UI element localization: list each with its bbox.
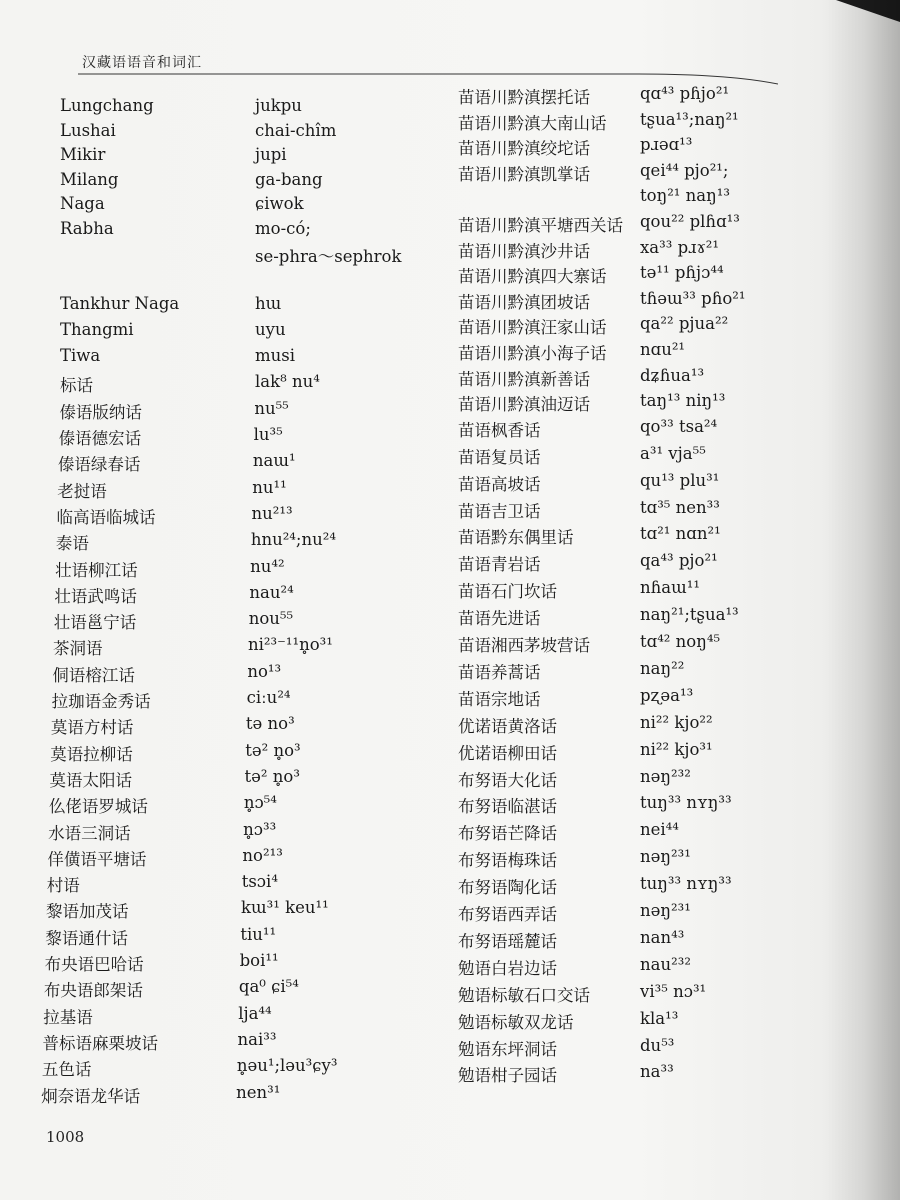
- word-form: naɯ¹: [252, 451, 296, 471]
- word-form: ga-bang: [255, 169, 323, 189]
- language-name: 炯奈语龙华话: [41, 1086, 141, 1106]
- word-form: nu²¹³: [251, 503, 293, 523]
- word-form: qou²² plɦɑ¹³: [640, 212, 740, 231]
- word-form: nau²³²: [640, 954, 691, 974]
- word-form: pʐəa¹³: [640, 685, 694, 705]
- word-form: tiu¹¹: [240, 924, 277, 944]
- word-form: nen³¹: [236, 1082, 281, 1102]
- word-form: naŋ²¹;tʂua¹³: [640, 605, 739, 625]
- language-name: 壮语武鸣话: [54, 586, 137, 606]
- language-name: 苗语川黔滇四大寨话: [458, 267, 607, 287]
- language-name: Tankhur Naga: [60, 293, 180, 313]
- language-name: 五色话: [41, 1060, 92, 1080]
- language-name: 布央语郎架话: [43, 981, 143, 1001]
- word-form: tə² n̥o³: [245, 740, 301, 760]
- language-name: 布努语瑶麓话: [458, 931, 557, 951]
- language-name: 苗语川黔滇汪家山话: [458, 318, 607, 338]
- word-form: nəŋ²³²: [640, 766, 691, 786]
- language-name: 临高语临城话: [56, 507, 156, 527]
- language-name: 布努语梅珠话: [458, 851, 557, 871]
- spine-shadow: [820, 0, 900, 1200]
- word-form: qa⁴³ pjo²¹: [640, 551, 718, 571]
- language-name: 优诺语黄洛话: [458, 716, 557, 736]
- language-name: 傣语版纳话: [59, 402, 142, 422]
- word-form: jukpu: [255, 96, 302, 115]
- word-form: na³³: [640, 1062, 674, 1082]
- language-name: 标话: [60, 376, 93, 396]
- language-name: 黎语通什话: [45, 928, 128, 948]
- language-name: Lushai: [60, 120, 116, 140]
- word-form: tuŋ³³ nʏŋ³³: [640, 793, 732, 813]
- running-head: 汉藏语语音和词汇: [82, 55, 202, 71]
- word-form: tə no³: [245, 714, 295, 734]
- language-name: 傣语绿春话: [57, 455, 141, 475]
- word-form: jupi: [255, 145, 287, 164]
- language-name: 勉语标敏石口交话: [458, 985, 590, 1005]
- language-name: Thangmi: [60, 319, 134, 339]
- language-name: 茶洞语: [53, 639, 103, 659]
- language-name: 苗语青岩话: [458, 555, 541, 575]
- word-form: du⁵³: [640, 1035, 675, 1055]
- word-form: a³¹ vja⁵⁵: [640, 443, 706, 463]
- language-name: 布努语大化话: [458, 770, 557, 790]
- language-name: 苗语川黔滇新善话: [458, 369, 590, 389]
- language-name: 勉语东坪洞话: [458, 1039, 557, 1059]
- word-form: boi¹¹: [239, 951, 279, 970]
- language-name: 苗语高坡话: [458, 474, 541, 494]
- language-name: 优诺语柳田话: [458, 743, 557, 763]
- word-form: toŋ²¹ naŋ¹³: [640, 186, 730, 206]
- word-form: ni²² kjo³¹: [640, 739, 713, 759]
- language-name: 苗语湘西茅坡营话: [458, 636, 590, 655]
- word-form: qa²² pjua²²: [640, 314, 729, 334]
- word-form: naŋ²²: [640, 658, 685, 678]
- word-form: no¹³: [247, 661, 282, 681]
- language-name: 苗语复员话: [458, 447, 541, 467]
- word-form: qɑ⁴³ pɦjo²¹: [640, 84, 730, 103]
- language-name: 苗语宗地话: [458, 689, 541, 709]
- language-name: 苗语川黔滇平塘西关话: [458, 216, 623, 235]
- word-form: qo³³ tsa²⁴: [640, 416, 718, 436]
- word-form: nou⁵⁵: [248, 609, 294, 629]
- word-form: hnu²⁴;nu²⁴: [250, 530, 336, 550]
- word-form: vi³⁵ nɔ³¹: [640, 981, 707, 1001]
- word-form: tɦəɯ³³ pɦo²¹: [640, 288, 746, 308]
- word-form: nɑu²¹: [640, 340, 686, 359]
- language-name: 普标语麻栗坡话: [42, 1033, 158, 1053]
- word-form: kla¹³: [640, 1008, 679, 1028]
- word-form: tʂua¹³;naŋ²¹: [640, 109, 739, 129]
- word-form: n̥əu¹;ləu³ɕy³: [236, 1056, 338, 1076]
- language-name: 勉语白岩边话: [458, 958, 557, 978]
- language-name: 拉珈语金秀话: [51, 692, 151, 711]
- word-form: lak⁸ nu⁴: [255, 372, 320, 392]
- language-name: 苗语黔东偶里话: [458, 528, 574, 548]
- word-form: tɑ³⁵ nen³³: [640, 497, 720, 517]
- word-form: qei⁴⁴ pjo²¹;: [640, 160, 729, 180]
- language-name: 莫语太阳话: [49, 770, 132, 790]
- language-name: 苗语吉卫话: [458, 501, 541, 521]
- word-form: mo-có;: [255, 218, 311, 238]
- language-name: 侗语榕江话: [52, 665, 135, 685]
- language-name: 黎语加茂话: [46, 902, 129, 922]
- language-name: 苗语养蒿话: [458, 662, 541, 682]
- word-form: n̥ɔ⁵⁴: [243, 793, 277, 813]
- word-form: tə² n̥o³: [244, 766, 300, 786]
- word-form: tɑ²¹ nɑn²¹: [640, 524, 721, 544]
- word-form: qa⁰ ɕi⁵⁴: [238, 977, 299, 997]
- word-form: kɯ³¹ keu¹¹: [241, 898, 329, 918]
- word-form: n̥ɔ³³: [243, 819, 277, 839]
- word-form: tuŋ³³ nʏŋ³³: [640, 874, 732, 894]
- language-name: 布努语陶化话: [458, 878, 557, 898]
- language-name: 泰语: [55, 534, 89, 554]
- language-name: 莫语拉柳话: [50, 744, 133, 764]
- language-name: 壮语邕宁话: [53, 613, 137, 633]
- word-form: nau²⁴: [249, 582, 294, 602]
- language-name: 苗语川黔滇团坡话: [458, 292, 590, 312]
- language-name: 村语: [46, 876, 80, 896]
- language-name: 仫佬语罗城话: [48, 797, 148, 817]
- language-name: Mikir: [60, 145, 106, 164]
- language-name: Rabha: [60, 218, 114, 238]
- word-form: nɦaɯ¹¹: [640, 578, 700, 598]
- word-form: lu³⁵: [253, 425, 283, 444]
- word-form: nu¹¹: [252, 477, 287, 497]
- language-name: 苗语川黔滇小海子话: [458, 344, 607, 363]
- word-form: lja⁴⁴: [238, 1003, 272, 1023]
- language-name: Lungchang: [60, 96, 154, 115]
- language-name: 苗语川黔滇大南山话: [458, 113, 607, 133]
- language-name: 苗语川黔滇凯掌话: [458, 164, 590, 184]
- language-name: 布努语临湛话: [458, 797, 557, 817]
- language-name: 苗语川黔滇摆托话: [458, 88, 590, 107]
- word-form: nei⁴⁴: [640, 820, 679, 840]
- language-name: 布努语芒降话: [458, 824, 557, 844]
- language-name: Tiwa: [60, 346, 101, 366]
- word-form: no²¹³: [242, 845, 283, 865]
- word-form: ɕiwok: [255, 194, 304, 213]
- word-form: musi: [255, 346, 296, 366]
- word-form: tsɔi⁴: [241, 872, 278, 892]
- language-name: 苗语先进话: [458, 609, 541, 629]
- word-form: xa³³ pɹɤ²¹: [640, 237, 719, 257]
- language-name: 拉基语: [43, 1007, 93, 1027]
- language-name: Naga: [60, 194, 105, 213]
- language-name: Milang: [60, 169, 119, 189]
- language-name: 苗语川黔滇油迈话: [458, 395, 590, 415]
- word-form: qu¹³ plu³¹: [640, 470, 720, 490]
- language-name: 苗语川黔滇沙井话: [458, 241, 590, 261]
- word-form: uyu: [255, 319, 286, 339]
- language-name: 佯僙语平塘话: [47, 849, 147, 869]
- language-name: 布央语巴哈话: [44, 955, 144, 974]
- word-form: nəŋ²³¹: [640, 901, 691, 920]
- word-form: nəŋ²³¹: [640, 847, 691, 867]
- language-name: 勉语柑子园话: [458, 1066, 557, 1086]
- word-form: chai-chîm: [255, 120, 337, 140]
- word-form: dʑɦua¹³: [640, 365, 705, 385]
- word-form: ciːu²⁴: [246, 688, 291, 707]
- word-form: nan⁴³: [640, 927, 685, 947]
- page-number: 1008: [46, 1128, 85, 1146]
- language-name: 壮语柳江话: [55, 560, 138, 580]
- language-name: 苗语石门坎话: [458, 582, 557, 602]
- word-form: ni²² kjo²²: [640, 712, 713, 732]
- language-name: 老挝语: [57, 481, 107, 501]
- word-form: pɹəɑ¹³: [640, 135, 693, 155]
- word-form: ni²³⁻¹¹n̥o³¹: [248, 635, 333, 655]
- word-form: nu⁵⁵: [254, 398, 289, 418]
- language-name: 勉语标敏双龙话: [458, 1012, 574, 1032]
- word-form: tɑ⁴² noŋ⁴⁵: [640, 632, 721, 651]
- word-form: tə¹¹ pɦjɔ⁴⁴: [640, 263, 724, 283]
- word-form: taŋ¹³ niŋ¹³: [640, 391, 726, 411]
- language-name: 水语三洞话: [48, 823, 131, 843]
- language-name: 傣语德宏话: [58, 429, 142, 448]
- word-form: hɯ: [255, 293, 282, 313]
- language-name: 苗语枫香话: [458, 420, 541, 440]
- language-name: 布努语西弄话: [458, 905, 557, 924]
- word-form: se-phra～sephrok: [255, 247, 402, 266]
- word-form: nu⁴²: [250, 556, 285, 576]
- language-name: 苗语川黔滇绞坨话: [458, 139, 590, 159]
- language-name: 莫语方村话: [50, 718, 134, 738]
- word-form: nai³³: [237, 1029, 277, 1049]
